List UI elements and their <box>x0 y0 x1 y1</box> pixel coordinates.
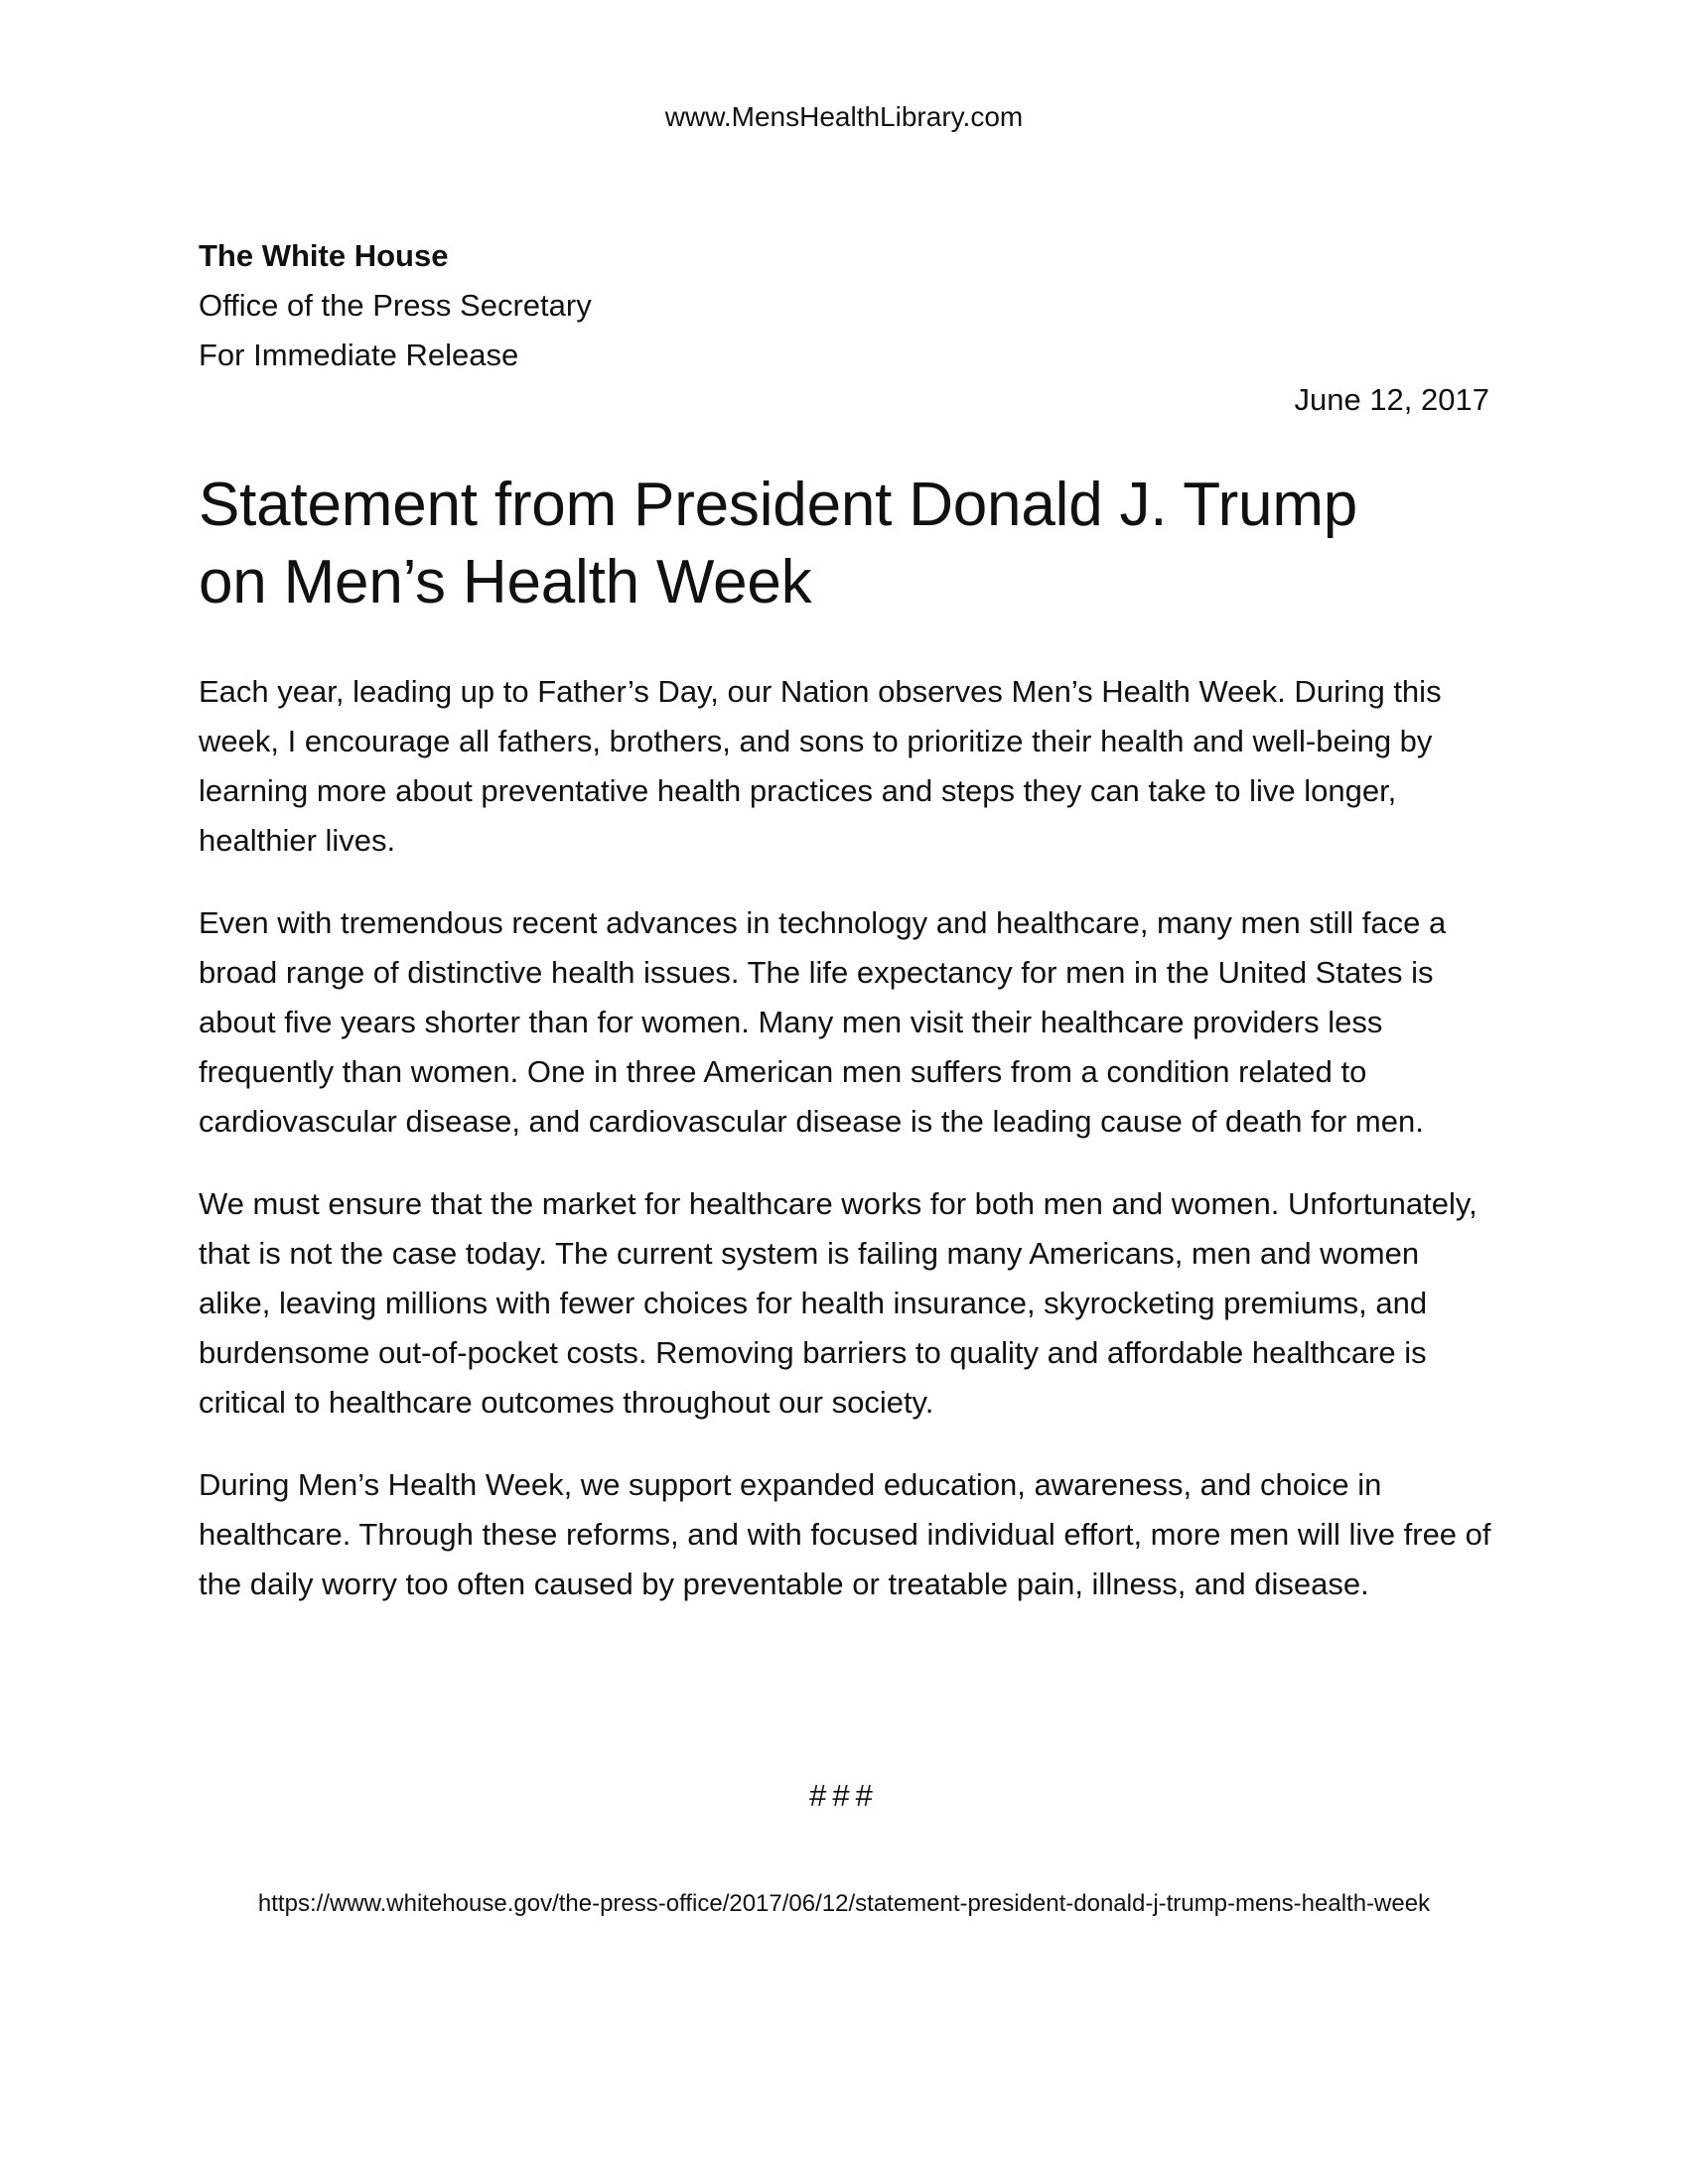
release-type: For Immediate Release <box>199 338 519 372</box>
release-date: June 12, 2017 <box>1294 382 1489 417</box>
title-line-1: Statement from President Donald J. Trump <box>199 471 1358 539</box>
office-name: Office of the Press Secretary <box>199 288 592 323</box>
statement-body <box>199 667 1499 1642</box>
statement-title <box>199 467 1509 621</box>
organization-name: The White House <box>199 238 449 273</box>
end-mark: ### <box>809 1778 879 1813</box>
release-header <box>199 231 1489 380</box>
title-line-2: on Men’s Health Week <box>199 548 812 616</box>
paragraph-2: Even with tremendous recent advances in technology and healthcare, many men still face a broad range of distinctive health issues. The life expectancy for men in the United States is about five years shorter than for women. Many men visit their healthcare providers less frequently than women. One in three American men suffers from a condition related to cardiovascular disease, and cardiovascular disease is the leading cause of death for men. <box>199 905 1447 1139</box>
paragraph-3: We must ensure that the market for healthcare works for both men and women. Unfortunately, that is not the case today. The current system is failing many Americans, men and women alike, leaving millions with fewer choices for health insurance, skyrocketing premiums, and burdensome out-of-pocket costs. Removing barriers to quality and affordable healthcare is critical to healthcare outcomes throughout our society. <box>199 1186 1477 1420</box>
site-url[interactable]: www.MensHealthLibrary.com <box>664 101 1024 132</box>
paragraph-1: Each year, leading up to Father’s Day, our Nation observes Men’s Health Week. During this week, I encourage all fathers, brothers, and sons to prioritize their health and well-being by learning more about preventative health practices and steps they can take to live longer, healthier lives. <box>199 674 1442 858</box>
paragraph-4: During Men’s Health Week, we support expanded education, awareness, and choice in healthcare. Through these reforms, and with focused individual effort, more men will live free of the daily worry too often caused by preventable or treatable pain, illness, and disease. <box>199 1467 1491 1601</box>
source-url[interactable]: https://www.whitehouse.gov/the-press-office/2017/06/12/statement-president-donald-j-trump-mens-health-week <box>257 1890 1431 1917</box>
